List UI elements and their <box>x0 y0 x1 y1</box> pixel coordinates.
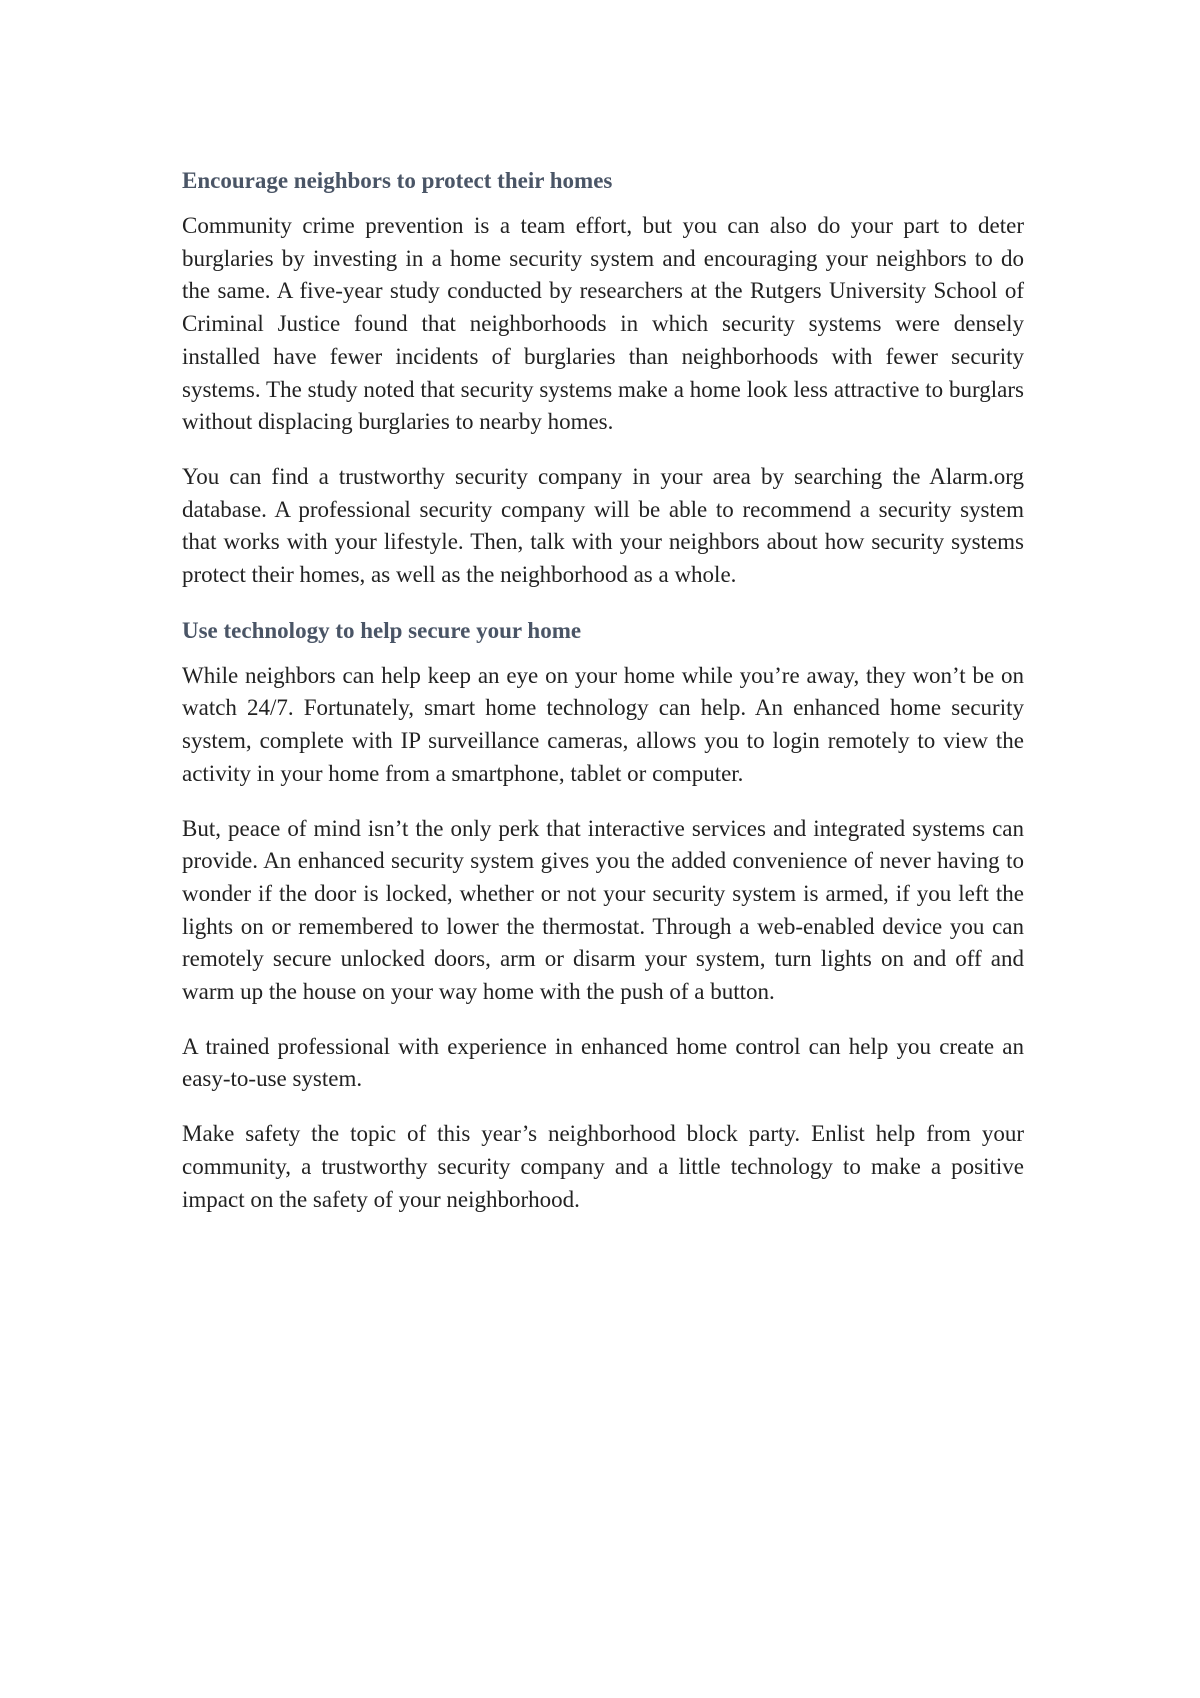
paragraph-block-party: Make safety the topic of this year’s neighborhood block party. Enlist help from your community, a trustworthy security company and a little technology to make a positive impact on the safety of your neighborhood. <box>182 1121 1024 1212</box>
paragraph-trained-professional: A trained professional with experience in enhanced home control can help you create an easy-to-use system. <box>182 1033 1024 1092</box>
paragraph-community-crime-prevention: Community crime prevention is a team effort, but you can also do your part to deter burglaries by investing in a home security system and encouraging your neighbors to do the same. A five-year study conducted by researchers at the Rutgers University School of Criminal Justice found that neighborhoods in which security systems were densely installed have fewer incidents of burglaries than neighborhoods with fewer security systems. The study noted that security systems make a home look less attractive to burglars without displacing burglaries to nearby homes. <box>182 213 1024 435</box>
section-heading-protect-homes: Encourage neighbors to protect their homes <box>182 168 613 193</box>
paragraph-find-security-company: You can find a trustworthy security company in your area by searching the Alarm.org database. A professional security company will be able to recommend a security system that works with your lifestyle. Then, talk with your neighbors about how security systems protect their homes, as well as the neighborhood as a whole. <box>182 463 1024 588</box>
paragraph-smart-home-technology: While neighbors can help keep an eye on your home while you’re away, they won’t be on watch 24/7. Fortunately, smart home technology can help. An enhanced home security system, complete with IP surveillance cameras, allows you to login remotely to view the activity in your home from a smartphone, tablet or computer. <box>182 662 1024 786</box>
paragraph-peace-of-mind: But, peace of mind isn’t the only perk that interactive services and integrated systems can provide. An enhanced security system gives you the added convenience of never having to wonder if the door is locked, whether or not your security system is armed, if you left the lights on or remembered to lower the thermostat. Through a web-enabled device you can remotely secure unlocked doors, arm or disarm your system, turn lights on and off and warm up the house on your way home with the push of a button. <box>182 815 1024 1005</box>
section-heading-use-technology: Use technology to help secure your home <box>182 617 582 643</box>
document-body <box>182 164 1024 1238</box>
